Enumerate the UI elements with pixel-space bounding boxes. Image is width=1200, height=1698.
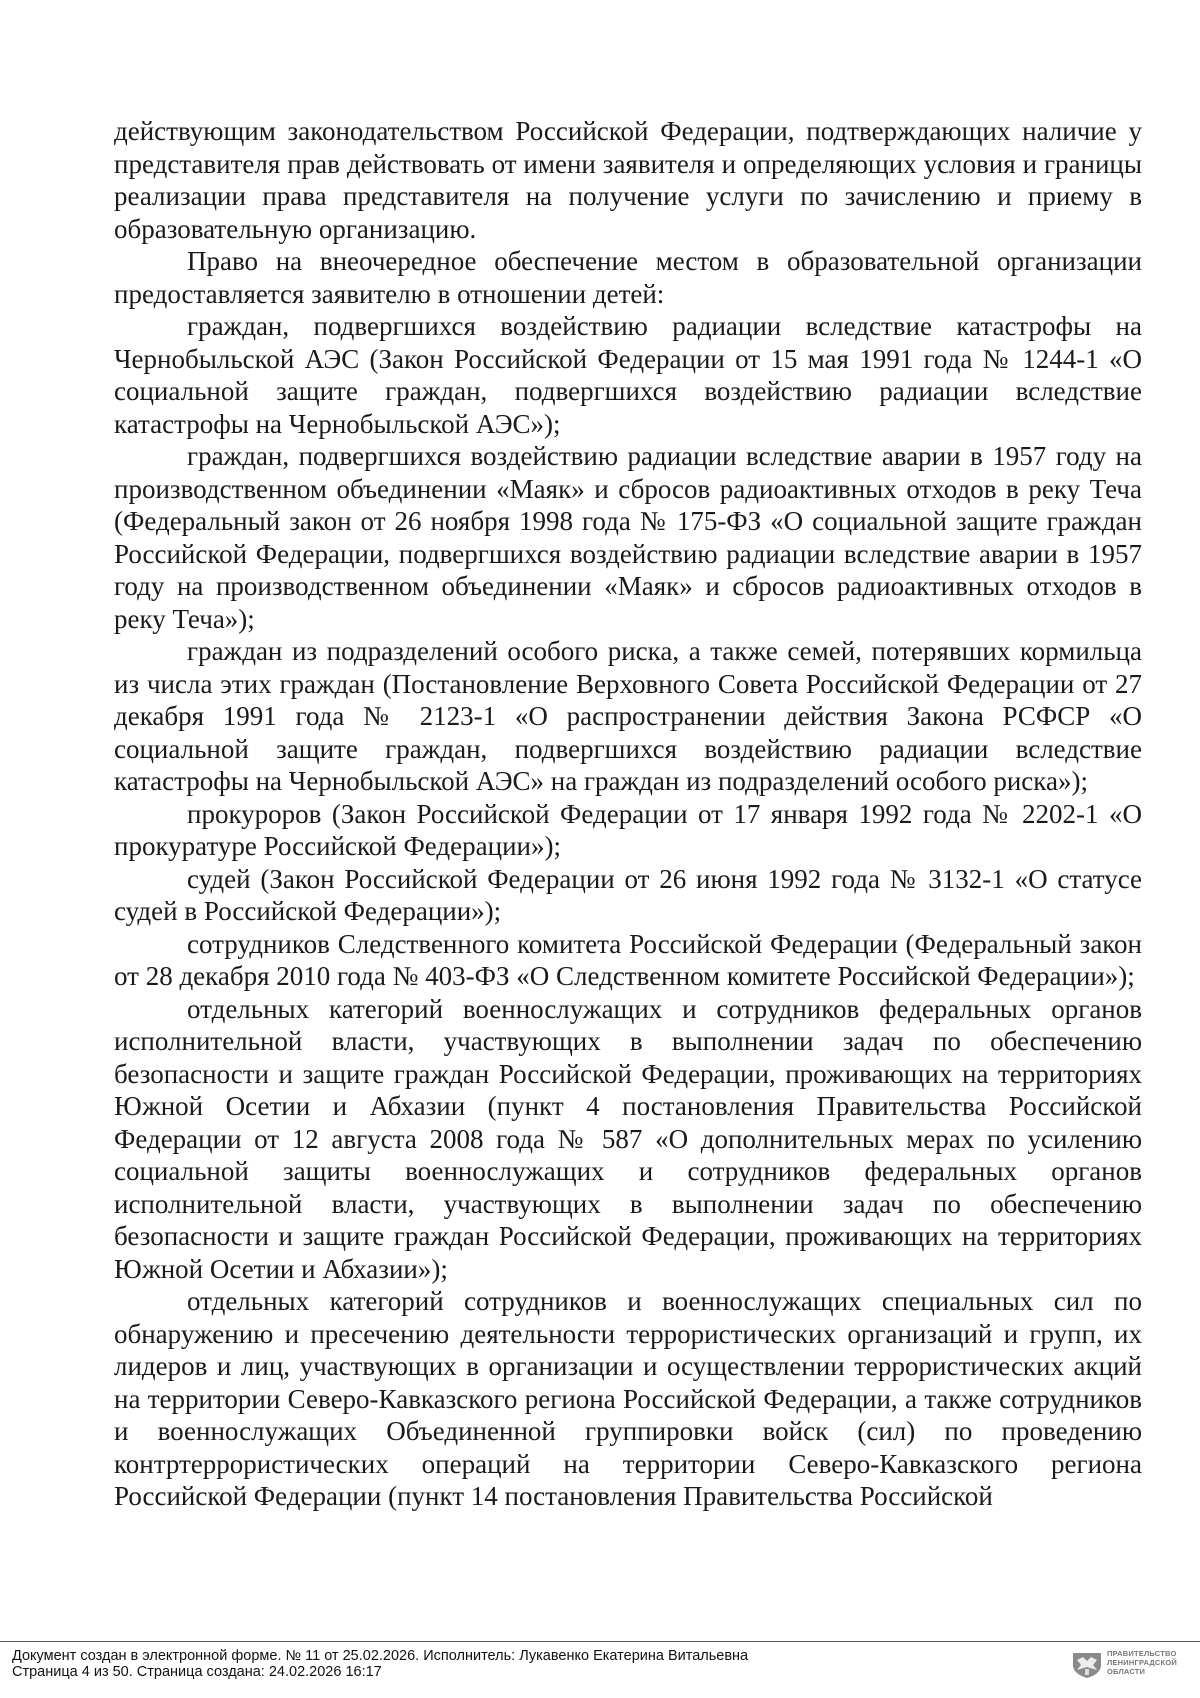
paragraph-3: граждан, подвергшихся воздействию радиации вследствие катастрофы на Чернобыльской АЭС (Закон Российской Федерации от 15 мая 1991 года № 1244-1 «О социальной защите граждан, подвергшихся воздействию радиации вследствие катастрофы на Чернобыльской АЭС»); <box>114 311 1142 439</box>
coat-of-arms-icon <box>1071 1651 1103 1679</box>
logo-line-2: ЛЕНИНГРАДСКОЙ <box>1107 1658 1177 1667</box>
paragraph-7: судей (Закон Российской Федерации от 26 июня 1992 года № 3132-1 «О статусе судей в Российской Федерации»); <box>114 863 1142 926</box>
footer-page-info: Страница 4 из 50. Страница создана: 24.02.2026 16:17 <box>12 1664 382 1680</box>
paragraph-5: граждан из подразделений особого риска, а также семей, потерявших кормильца из числа этих граждан (Постановление Верховного Совета Российской Федерации от 27 декабря 1991 года № 2123-1 «О распространении действия Закона РСФСР «О социальной защите граждан, подвергшихся воздействию радиации вследствие катастрофы на Чернобыльской АЭС» на граждан из подразделений особого риска»); <box>114 636 1142 796</box>
government-logo <box>1071 1649 1191 1687</box>
footer-divider <box>0 1641 1200 1642</box>
paragraph-10: отдельных категорий сотрудников и военнослужащих специальных сил по обнаружению и пресечению деятельности террористических организаций и групп, их лидеров и лиц, участвующих в организации и осуществлении террористических акций на территории Северо-Кавказского региона Российской Федерации, а также сотрудников и военнослужащих Объединенной группировки войск (сил) по проведению контртеррористических операций на территории Северо-Кавказского региона Российской Федерации (пункт 14 постановления Правительства Российской <box>114 1286 1142 1511</box>
paragraph-8: сотрудников Следственного комитета Российской Федерации (Федеральный закон от 28 декабря 2010 года № 403-ФЗ «О Следственном комитете Российской Федерации»); <box>114 928 1142 991</box>
logo-line-1: ПРАВИТЕЛЬСТВО <box>1107 1649 1177 1658</box>
logo-text <box>1107 1649 1191 1676</box>
footer <box>12 1648 1062 1680</box>
document-body <box>114 115 1142 1513</box>
logo-line-3: ОБЛАСТИ <box>1107 1667 1146 1676</box>
paragraph-9: отдельных категорий военнослужащих и сотрудников федеральных органов исполнительной власти, участвующих в выполнении задач по обеспечению безопасности и защите граждан Российской Федерации, проживающих на территориях Южной Осетии и Абхазии (пункт 4 постановления Правительства Российской Федерации от 12 августа 2008 года № 587 «О дополнительных мерах по усилению социальной защиты военнослужащих и сотрудников федеральных органов исполнительной власти, участвующих в выполнении задач по обеспечению безопасности и защите граждан Российской Федерации, проживающих на территориях Южной Осетии и Абхазии»); <box>114 993 1142 1284</box>
paragraph-6: прокуроров (Закон Российской Федерации от 17 января 1992 года № 2202-1 «О прокуратуре Российской Федерации»); <box>114 798 1142 861</box>
paragraph-4: граждан, подвергшихся воздействию радиации вследствие аварии в 1957 году на производственном объединении «Маяк» и сбросов радиоактивных отходов в реку Теча (Федеральный закон от 26 ноября 1998 года № 175-ФЗ «О социальной защите граждан Российской Федерации, подвергшихся воздействию радиации вследствие аварии в 1957 году на производственном объединении «Маяк» и сбросов радиоактивных отходов в реку Теча»); <box>114 441 1142 634</box>
footer-document-info: Документ создан в электронной форме. № 11 от 25.02.2026. Исполнитель: Лукавенко Екатерина Витальевна <box>12 1648 749 1664</box>
paragraph-1: действующим законодательством Российской Федерации, подтверждающих наличие у представителя прав действовать от имени заявителя и определяющих условия и границы реализации права представителя на получение услуги по зачислению и приему в образовательную организацию. <box>114 116 1142 244</box>
paragraph-2: Право на внеочередное обеспечение местом в образовательной организации предоставляется заявителю в отношении детей: <box>114 246 1142 309</box>
